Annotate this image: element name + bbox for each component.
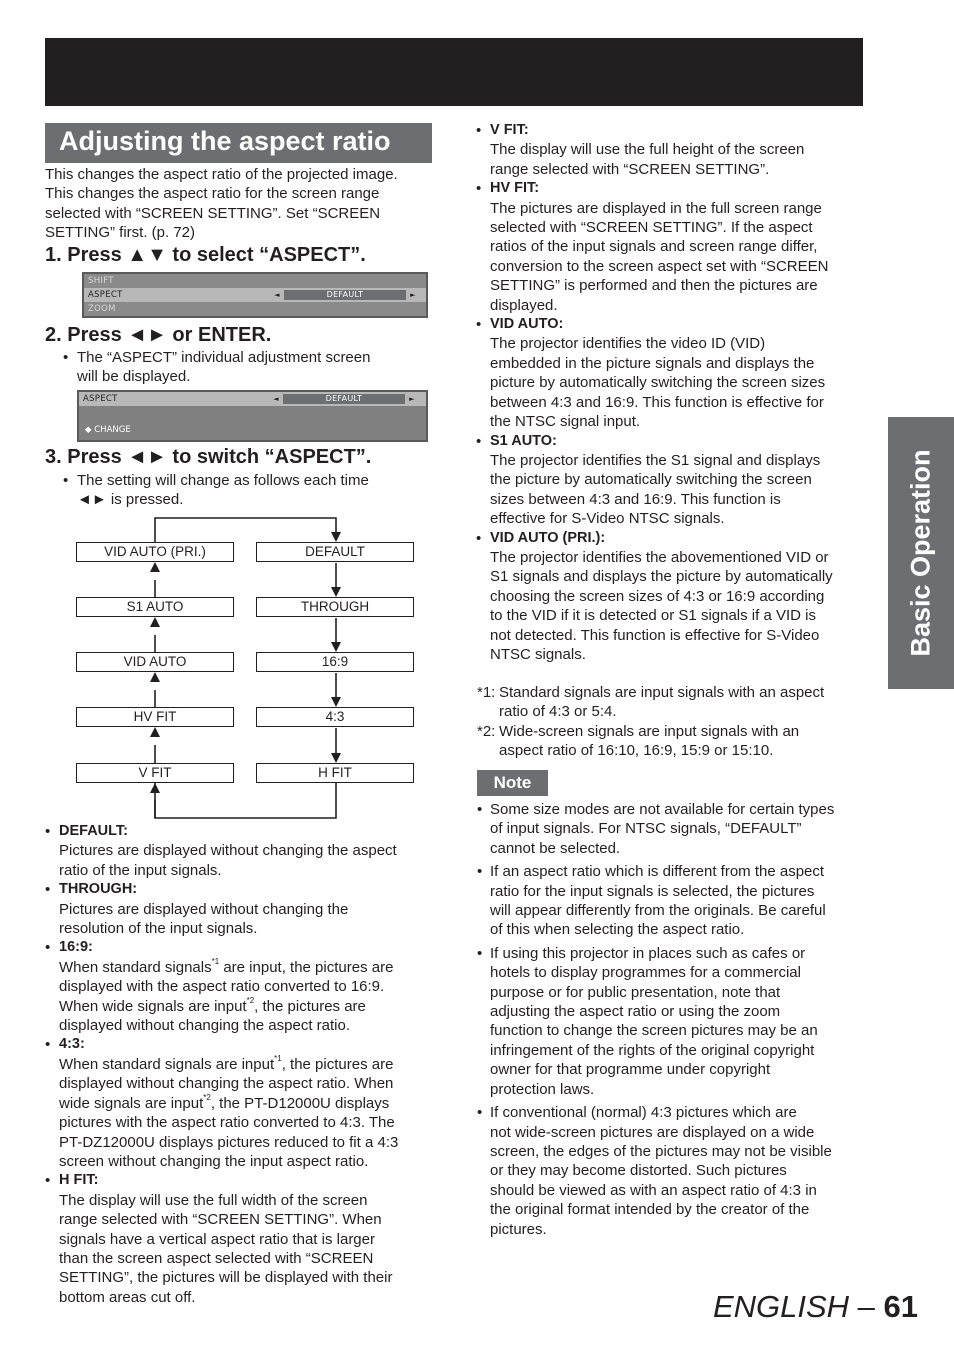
note-line: If an aspect ratio which is different from the aspect <box>490 863 825 881</box>
definition-line: The pictures are displayed in the full screen range <box>490 199 822 217</box>
definition-line: When wide signals are input$^{*2}$, the pictures are <box>59 995 366 1015</box>
definition-line: range selected with “SCREEN SETTING”. When <box>59 1211 382 1229</box>
definition-term: DEFAULT: <box>59 823 129 839</box>
note-line: cannot be selected. <box>490 839 621 857</box>
definition-line: PT-DZ12000U displays pictures reduced to fit a 4:3 <box>59 1133 399 1151</box>
footer-separator: – <box>849 1289 884 1324</box>
definition-line: When standard signals$^{*1}$ are input, the pictures are <box>59 956 394 976</box>
footnote-line: aspect ratio of 16:10, 16:9, 15:9 or 15:10. <box>499 742 774 760</box>
definition-line: ratio of the input signals. <box>59 861 222 879</box>
note-line: owner for that programme under copyright <box>490 1061 771 1079</box>
note-line: The setting will change as follows each time <box>77 472 369 489</box>
definition-line: embedded in the picture signals and displays the <box>490 354 815 372</box>
definition-default: • DEFAULT: Pictures are displayed without changing the aspect ratio of the input signals. <box>45 822 417 880</box>
definition-line: wide signals are input$^{*2}$, the PT-D12000U displays <box>59 1092 390 1112</box>
note-line: The “ASPECT” individual adjustment screen <box>77 349 371 366</box>
page-number: 61 <box>883 1289 918 1324</box>
intro-line: SETTING” first. (p. 72) <box>45 224 196 242</box>
definition-line: choosing the screen sizes of 4:3 or 16:9 according <box>490 587 825 605</box>
step-2-heading: 2. Press ◄► or ENTER. <box>45 324 272 346</box>
aspect-label: ASPECT <box>83 394 118 404</box>
note-line: of input signals. For NTSC signals, “DEFAULT” <box>490 820 802 838</box>
definition-line: The projector identifies the S1 signal and displays <box>490 451 821 469</box>
definition-line: displayed. <box>490 296 558 314</box>
definition-line: sizes between 4:3 and 16:9. This function is <box>490 490 781 508</box>
definition-term: 16:9: <box>59 939 93 956</box>
note-list <box>477 800 867 1243</box>
note-line: of this when selecting the aspect ratio. <box>490 921 745 939</box>
note-line: will appear differently from the originals. Be careful <box>490 902 826 920</box>
definition-line: Pictures are displayed without changing the <box>59 900 349 918</box>
note-line: If using this projector in places such as cafes or <box>490 944 806 962</box>
note-line: pictures. <box>490 1220 547 1238</box>
note-line: adjusting the aspect ratio or using the zoom <box>490 1003 781 1021</box>
definition-line: pictures with the aspect ratio converted to 4:3. The <box>59 1114 395 1132</box>
definition-line: When standard signals are input$^{*1}$, the pictures are <box>59 1053 394 1073</box>
footer-language: ENGLISH <box>712 1289 850 1324</box>
arrow-up-icon <box>150 783 160 793</box>
definition-line: SETTING” is performed and then the pictures are <box>490 277 818 295</box>
arrow-down-icon <box>331 642 341 652</box>
definition-line: signals have a vertical aspect ratio that is larger <box>59 1230 375 1248</box>
flow-box-through: THROUGH <box>256 597 414 617</box>
definition-line: The projector identifies the abovementioned VID or <box>490 548 829 566</box>
definition-line: resolution of the input signals. <box>59 920 258 938</box>
definition-line: selected with “SCREEN SETTING”. If the aspect <box>490 219 813 237</box>
flow-box-s1-auto: S1 AUTO <box>76 597 234 617</box>
flow-box-hv-fit: HV FIT <box>76 707 234 727</box>
right-arrow-icon: ► <box>409 395 415 403</box>
note-line: purpose or for public presentation, note that <box>490 983 781 1001</box>
flow-box-16-9: 16:9 <box>256 652 414 672</box>
note-line: not wide-screen pictures are displayed on a wide <box>490 1123 815 1141</box>
note-line: will be displayed. <box>77 368 191 386</box>
definition-term: VID AUTO: <box>490 316 564 333</box>
left-definition-list <box>45 822 417 1307</box>
flow-box-h-fit: H FIT <box>256 763 414 783</box>
footnote-line: Standard signals are input signals with an aspect <box>499 684 825 701</box>
note-line: protection laws. <box>490 1080 595 1098</box>
definition-term: V FIT: <box>490 122 529 138</box>
definition-line: The display will use the full width of the screen <box>59 1191 368 1209</box>
note-line: If conventional (normal) 4:3 pictures which are <box>490 1104 797 1122</box>
flow-box-v-fit: V FIT <box>76 763 234 783</box>
definition-line: between 4:3 and 16:9. This function is effective for <box>490 393 824 411</box>
flow-box-default: DEFAULT <box>256 542 414 562</box>
aspect-value: DEFAULT <box>284 290 406 300</box>
definition-line: Pictures are displayed without changing the aspect <box>59 842 397 860</box>
definition-term: 4:3: <box>59 1036 85 1053</box>
arrow-down-icon <box>331 532 341 542</box>
note-label: Note <box>477 770 548 796</box>
footnote-mark: *1: <box>477 684 496 701</box>
change-hint: ◆ CHANGE <box>85 425 131 435</box>
menu-item-shift: SHIFT <box>84 274 426 288</box>
definition-term: HV FIT: <box>490 180 540 197</box>
note-line: Some size modes are not available for certain types <box>490 801 835 818</box>
definition-vid-auto-pri: • VID AUTO (PRI.): The projector identifies the abovementioned VID or S1 signals and displays the picture by automatically choosing the screen sizes of 4:3 or 16:9 according to the VID if it is detected or S1 signals if a VID is not detected. This function is effective for S-Video NTSC signals. <box>476 529 866 665</box>
note-item: • Some size modes are not available for certain types of input signals. For NTSC signals, “DEFAULT” cannot be selected. <box>477 800 867 858</box>
flow-box-vid-auto-pri: VID AUTO (PRI.) <box>76 542 234 562</box>
definition-v-fit: • V FIT: The display will use the full height of the screen range selected with “SCREEN SETTING”. <box>476 121 866 179</box>
definition-line: the NTSC signal input. <box>490 413 641 431</box>
note-line: or they may become distorted. Such pictures <box>490 1162 787 1180</box>
flow-connector-top <box>155 518 336 542</box>
definition-line: The projector identifies the video ID (VID) <box>490 335 766 353</box>
definition-line: screen without changing the input aspect ratio. <box>59 1152 369 1170</box>
definition-line: to the VID if it is detected or S1 signals if a VID is <box>490 607 816 625</box>
intro-line: This changes the aspect ratio of the projected image. <box>45 166 398 183</box>
note-item: • If an aspect ratio which is different from the aspect ratio for the input signals is selected, the pictures will appear differently from the originals. Be careful of this when selecting the aspect ratio. <box>477 862 867 940</box>
footnote-2 <box>477 722 867 761</box>
arrow-up-icon <box>150 617 160 627</box>
definition-line: ratios of the input signals and screen range differ, <box>490 238 818 256</box>
definition-term: THROUGH: <box>59 881 138 898</box>
arrow-up-icon <box>150 727 160 737</box>
note-line: infringement of the rights of the original copyright <box>490 1041 815 1059</box>
definition-s1-auto: • S1 AUTO: The projector identifies the S1 signal and displays the picture by automatically switching the screen sizes between 4:3 and 16:9. This function is effective for S-Video NTSC signals. <box>476 432 866 529</box>
chapter-tab-label: Basic Operation <box>905 449 936 657</box>
menu-item-zoom: ZOOM <box>84 302 426 316</box>
arrow-up-icon <box>150 562 160 572</box>
flow-box-4-3: 4:3 <box>256 707 414 727</box>
definition-line: NTSC signals. <box>490 645 586 663</box>
definition-16-9: • 16:9: When standard signals$^{*1}$ are input, the pictures are displayed with the aspect ratio converted to 16:9. When wide signals are input$^{*2}$, the pictures are displayed without changing the aspect ratio. <box>45 938 417 1035</box>
menu-item-label: ASPECT <box>88 290 123 300</box>
step-2-note: • The “ASPECT” individual adjustment screen will be displayed. <box>77 348 432 387</box>
definition-line: not detected. This function is effective for S-Video <box>490 626 820 644</box>
flow-connector-bottom <box>155 783 336 818</box>
definition-line: bottom areas cut off. <box>59 1288 196 1306</box>
left-arrow-icon: ◄ <box>273 395 279 403</box>
section-title: Adjusting the aspect ratio <box>45 123 432 163</box>
note-line: should be viewed as with an aspect ratio of 4:3 in <box>490 1181 817 1199</box>
footnote-mark: *2: <box>477 723 496 740</box>
note-line: the original format intended by the creator of the <box>490 1201 810 1219</box>
intro-line: selected with “SCREEN SETTING”. Set “SCREEN <box>45 204 381 222</box>
definition-term: H FIT: <box>59 1172 99 1189</box>
definition-through: • THROUGH: Pictures are displayed without changing the resolution of the input signals. <box>45 880 417 938</box>
left-arrow-icon: ◄ <box>274 291 280 299</box>
right-definition-list <box>476 121 866 664</box>
note-line: function to change the screen pictures may be an <box>490 1022 818 1040</box>
definition-line: displayed without changing the aspect ratio. <box>59 1017 351 1035</box>
definition-line: range selected with “SCREEN SETTING”. <box>490 160 770 178</box>
definition-4-3: • 4:3: When standard signals are input$^{*1}$, the pictures are displayed without changing the aspect ratio. When wide signals are input$^{*2}$, the PT-D12000U displays pictures with the aspect ratio converted to 4:3. The PT-DZ12000U displays pictures reduced to fit a 4:3 screen without changing the input aspect ratio. <box>45 1035 417 1171</box>
note-line: ◄► is pressed. <box>77 491 184 509</box>
definition-hv-fit: • HV FIT: The pictures are displayed in the full screen range selected with “SCREEN SETTING”. If the aspect ratios of the input signals and screen range differ, conversion to the screen aspect set with “SCREEN SETTING” is performed and then the pictures are displayed. <box>476 179 866 315</box>
definition-term: S1 AUTO: <box>490 432 557 449</box>
definition-line: effective for S-Video NTSC signals. <box>490 510 725 528</box>
note-item: • If conventional (normal) 4:3 pictures which are not wide-screen pictures are displayed on a wide screen, the edges of the pictures may not be visible or they may become distorted. Such pictures should be viewed as with an aspect ratio of 4:3 in the original format intended by the creator of the pictures. <box>477 1103 867 1239</box>
definition-line: the picture by automatically switching the screen <box>490 471 812 489</box>
definition-line: displayed without changing the aspect ratio. When <box>59 1075 394 1093</box>
footnote-1 <box>477 683 867 722</box>
chapter-side-tab <box>888 417 954 689</box>
note-line: screen, the edges of the pictures may not be visible <box>490 1142 832 1160</box>
definition-h-fit: • H FIT: The display will use the full width of the screen range selected with “SCREEN SETTING”. When signals have a vertical aspect ratio that is larger than the screen aspect selected with “SCREEN SETTING”, the pictures will be displayed with their bottom areas cut off. <box>45 1171 417 1307</box>
definition-line: picture by automatically switching the screen sizes <box>490 374 826 392</box>
flow-box-vid-auto: VID AUTO <box>76 652 234 672</box>
note-item: • If using this projector in places such as cafes or hotels to display programmes for a commercial purpose or for public presentation, note that adjusting the aspect ratio or using the zoom function to change the screen pictures may be an infringement of the rights of the original copyright owner for that programme under copyright protection laws. <box>477 944 867 1099</box>
intro-line: This changes the aspect ratio for the screen range <box>45 185 380 203</box>
step-1-heading: 1. Press ▲▼ to select “ASPECT”. <box>45 244 366 266</box>
definition-term: VID AUTO (PRI.): <box>490 529 606 546</box>
arrow-down-icon <box>331 587 341 597</box>
definition-line: The display will use the full height of the screen <box>490 141 805 159</box>
arrow-up-icon <box>150 672 160 682</box>
step-3-note: • The setting will change as follows each time ◄► is pressed. <box>77 471 432 510</box>
right-arrow-icon: ► <box>410 291 416 299</box>
footnote-line: Wide-screen signals are input signals with an <box>499 723 800 740</box>
footnote-line: ratio of 4:3 or 5:4. <box>499 703 617 721</box>
page-footer <box>713 1289 918 1325</box>
definition-line: than the screen aspect selected with “SCREEN <box>59 1249 374 1267</box>
note-line: ratio for the input signals is selected, the pictures <box>490 882 815 900</box>
definition-line: S1 signals and displays the picture by automatically <box>490 568 833 586</box>
arrow-down-icon <box>331 753 341 763</box>
definition-vid-auto: • VID AUTO: The projector identifies the video ID (VID) embedded in the picture signals and displays the picture by automatically switching the screen sizes between 4:3 and 16:9. This function is effective for the NTSC signal input. <box>476 315 866 431</box>
definition-line: displayed with the aspect ratio converted to 16:9. <box>59 978 385 996</box>
note-line: hotels to display programmes for a commercial <box>490 964 801 982</box>
definition-line: SETTING”, the pictures will be displayed with their <box>59 1269 393 1287</box>
arrow-down-icon <box>331 697 341 707</box>
step-3-heading: 3. Press ◄► to switch “ASPECT”. <box>45 446 372 468</box>
definition-line: conversion to the screen aspect set with “SCREEN <box>490 257 829 275</box>
aspect-value: DEFAULT <box>283 394 405 404</box>
